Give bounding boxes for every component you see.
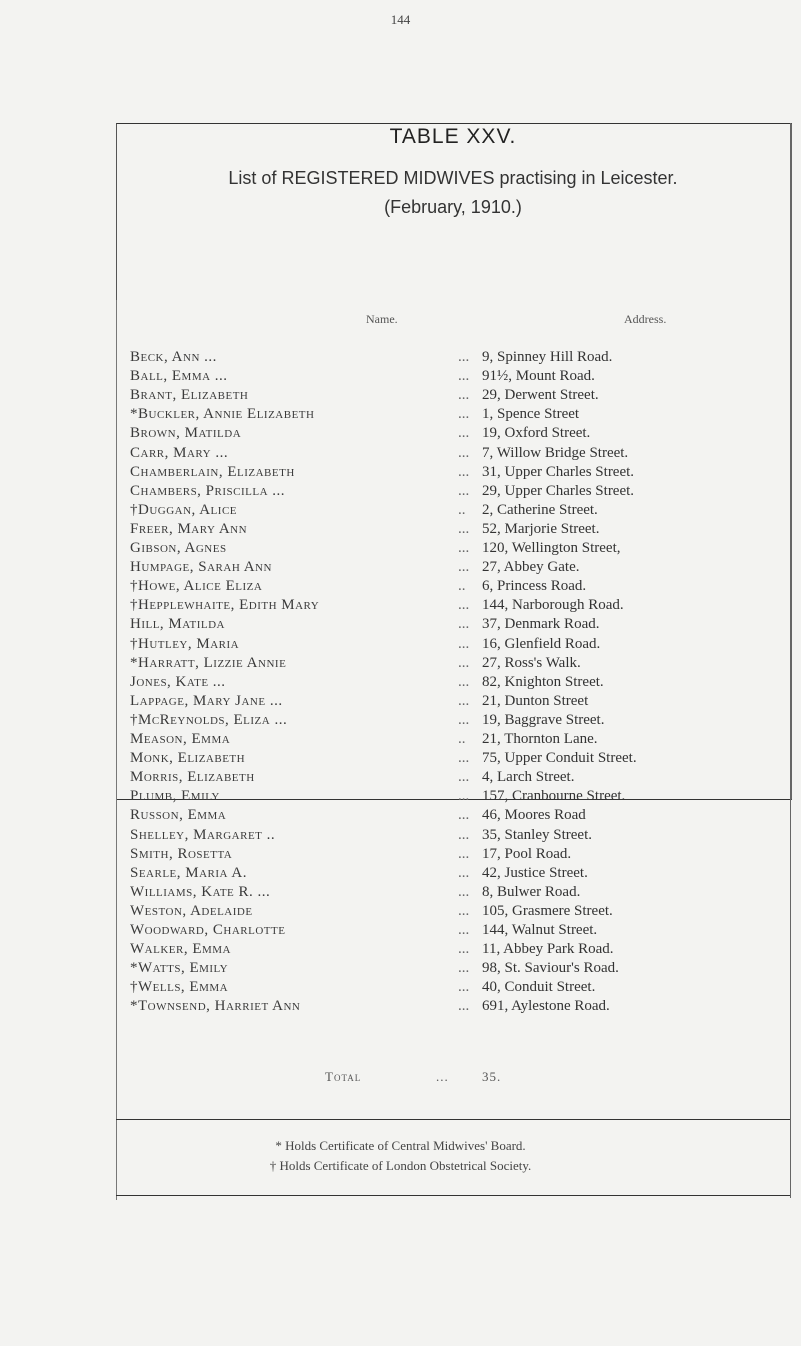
table-row [0, 769, 801, 789]
leader-dots: ... [458, 540, 470, 556]
table-row [0, 941, 801, 961]
footnote-central-midwives: * Holds Certificate of Central Midwives' Board. [275, 1138, 526, 1153]
table-row [0, 731, 801, 751]
table-row [0, 788, 801, 808]
table-row [0, 349, 801, 369]
table-row [0, 425, 801, 445]
midwife-address: 157, Cranbourne Street. [482, 788, 626, 805]
leader-dots: ... [458, 368, 470, 385]
midwife-name: Brown, Matilda [130, 425, 242, 442]
midwife-address: 144, Narborough Road. [482, 597, 624, 614]
leader-dots: ... [458, 750, 470, 767]
table-row [0, 521, 801, 541]
midwife-address: 2, Catherine Street. [482, 501, 598, 518]
leader-dots: ... [458, 711, 470, 728]
table-row [0, 578, 801, 598]
table-row [0, 387, 801, 407]
midwife-name: Morris, Elizabeth [130, 769, 255, 786]
midwife-address: 75, Upper Conduit Street. [482, 750, 637, 767]
midwife-address: 21, Dunton Street [482, 692, 589, 709]
leader-dots: ... [458, 788, 470, 805]
leader-dots: .. [458, 731, 466, 747]
table-row [0, 846, 801, 866]
midwife-name: †Duggan, Alice [130, 501, 237, 518]
midwife-name: Freer, Mary Ann [130, 520, 248, 537]
midwife-address: 691, Aylestone Road. [482, 998, 610, 1015]
column-header-address: Address. [624, 312, 667, 326]
leader-dots: ... [458, 692, 470, 709]
bottom-rule [116, 1195, 790, 1196]
leader-dots: ... [458, 769, 470, 786]
midwife-name: Monk, Elizabeth [130, 750, 246, 767]
midwife-address: 42, Justice Street. [482, 864, 588, 881]
column-header-name: Name. [366, 312, 398, 326]
leader-dots: ... [458, 349, 470, 365]
table-row [0, 979, 801, 999]
midwife-name: Walker, Emma [130, 941, 231, 958]
midwife-name: †Hepplewhaite, Edith Mary [130, 597, 320, 614]
midwife-name: Williams, Kate R. ... [130, 883, 271, 900]
table-row [0, 368, 801, 388]
leader-dots: ... [458, 941, 470, 958]
midwife-address: 35, Stanley Street. [482, 826, 592, 843]
midwife-name: †Howe, Alice Eliza [130, 578, 263, 595]
midwife-name: Shelley, Margaret .. [130, 826, 276, 843]
leader-dots: ... [458, 635, 470, 652]
table-row [0, 445, 801, 465]
midwife-address: 144, Walnut Street. [482, 922, 598, 938]
table-row [0, 636, 801, 656]
midwife-name: Plumb, Emily [130, 788, 220, 805]
table-date: (February, 1910.) [384, 197, 522, 217]
midwife-address: 19, Oxford Street. [482, 425, 591, 442]
midwife-address: 120, Wellington Street, [482, 540, 621, 556]
leader-dots: ... [458, 960, 470, 977]
midwife-name: *Harratt, Lizzie Annie [130, 654, 287, 671]
leader-dots: ... [458, 520, 470, 537]
midwife-name: Chambers, Priscilla ... [130, 482, 286, 499]
midwife-name: †Hutley, Maria [130, 635, 240, 652]
leader-dots: ... [458, 883, 470, 900]
footnote-rule [116, 1119, 790, 1120]
leader-dots: ... [458, 444, 470, 461]
footnote-london-obstetrical: † Holds Certificate of London Obstetrical Society. [269, 1158, 532, 1173]
table-row [0, 693, 801, 713]
table-row [0, 406, 801, 426]
leader-dots: ... [458, 387, 470, 404]
midwife-name: Ball, Emma ... [130, 368, 228, 385]
midwife-name: Jones, Kate ... [130, 673, 226, 690]
midwife-address: 1, Spence Street [482, 406, 580, 423]
midwife-address: 8, Bulwer Road. [482, 883, 581, 900]
leader-dots: ... [458, 597, 470, 614]
midwife-address: 7, Willow Bridge Street. [482, 444, 629, 461]
midwife-address: 52, Marjorie Street. [482, 520, 600, 537]
midwife-address: 98, St. Saviour's Road. [482, 960, 619, 977]
midwife-name: Brant, Elizabeth [130, 387, 249, 404]
table-row [0, 998, 801, 1018]
leader-dots: ... [458, 673, 470, 690]
leader-dots: ... [458, 654, 470, 671]
midwife-address: 16, Glenfield Road. [482, 635, 601, 652]
total-dots: ... [436, 1069, 449, 1084]
table-row [0, 502, 801, 522]
leader-dots: ... [458, 425, 470, 442]
leader-dots: .. [458, 578, 466, 595]
midwife-name: †Wells, Emma [130, 979, 229, 996]
total-label: Total [325, 1069, 362, 1084]
table-row [0, 712, 801, 732]
midwife-address: 31, Upper Charles Street. [482, 463, 635, 480]
midwife-name: Russon, Emma [130, 807, 227, 824]
table-row [0, 616, 801, 636]
midwife-address: 4, Larch Street. [482, 769, 575, 786]
leader-dots: ... [458, 922, 470, 938]
midwife-address: 29, Upper Charles Street. [482, 482, 635, 499]
table-row [0, 827, 801, 847]
table-row [0, 922, 801, 942]
table-row [0, 464, 801, 484]
midwife-address: 105, Grasmere Street. [482, 902, 613, 919]
midwife-name: Smith, Rosetta [130, 845, 233, 862]
leader-dots: ... [458, 826, 470, 843]
midwife-name: Lappage, Mary Jane ... [130, 692, 283, 709]
midwife-address: 82, Knighton Street. [482, 673, 604, 690]
midwife-name: Searle, Maria A. [130, 864, 248, 881]
midwife-address: 17, Pool Road. [482, 845, 572, 862]
midwife-address: 40, Conduit Street. [482, 979, 596, 996]
leader-dots: ... [458, 482, 470, 499]
leader-dots: ... [458, 559, 470, 576]
table-title: TABLE XXV. [389, 125, 517, 148]
midwife-address: 37, Denmark Road. [482, 616, 600, 633]
leader-dots: ... [458, 998, 470, 1015]
leader-dots: .. [458, 501, 466, 518]
leader-dots: ... [458, 864, 470, 881]
midwife-name: Weston, Adelaide [130, 902, 253, 919]
midwife-address: 9, Spinney Hill Road. [482, 349, 613, 365]
table-row [0, 903, 801, 923]
leader-dots: ... [458, 902, 470, 919]
table-subtitle: List of REGISTERED MIDWIVES practising in Leicester. [228, 168, 678, 188]
midwife-address: 27, Abbey Gate. [482, 559, 580, 576]
midwife-address: 46, Moores Road [482, 807, 586, 824]
table-row [0, 597, 801, 617]
table-row [0, 884, 801, 904]
midwife-name: Meason, Emma [130, 731, 231, 747]
table-row [0, 960, 801, 980]
midwife-name: *Townsend, Harriet Ann [130, 998, 301, 1015]
table-row [0, 483, 801, 503]
table-row [0, 540, 801, 560]
midwife-name: Gibson, Agnes [130, 540, 227, 556]
table-row [0, 559, 801, 579]
leader-dots: ... [458, 463, 470, 480]
leader-dots: ... [458, 979, 470, 996]
table-row [0, 865, 801, 885]
leader-dots: ... [458, 616, 470, 633]
midwife-address: 27, Ross's Walk. [482, 654, 581, 671]
page-number: 144 [390, 12, 411, 27]
midwife-name: *Buckler, Annie Elizabeth [130, 406, 315, 423]
midwife-name: Carr, Mary ... [130, 444, 229, 461]
midwife-name: Humpage, Sarah Ann [130, 559, 272, 576]
table-row [0, 807, 801, 827]
table-row [0, 674, 801, 694]
midwife-name: Beck, Ann ... [130, 349, 217, 365]
midwife-address: 19, Baggrave Street. [482, 711, 605, 728]
midwife-address: 91½, Mount Road. [482, 368, 595, 385]
leader-dots: ... [458, 845, 470, 862]
midwife-address: 21, Thornton Lane. [482, 731, 598, 747]
table-row [0, 750, 801, 770]
midwife-name: Woodward, Charlotte [130, 922, 286, 938]
midwife-name: †McReynolds, Eliza ... [130, 711, 288, 728]
midwife-name: *Watts, Emily [130, 960, 229, 977]
table-header [116, 125, 790, 225]
midwife-name: Chamberlain, Elizabeth [130, 463, 295, 480]
total-value: 35. [482, 1069, 502, 1084]
midwife-address: 6, Princess Road. [482, 578, 587, 595]
midwife-address: 11, Abbey Park Road. [482, 941, 614, 958]
midwife-name: Hill, Matilda [130, 616, 225, 633]
leader-dots: ... [458, 406, 470, 423]
table-row [0, 655, 801, 675]
leader-dots: ... [458, 807, 470, 824]
midwife-address: 29, Derwent Street. [482, 387, 599, 404]
